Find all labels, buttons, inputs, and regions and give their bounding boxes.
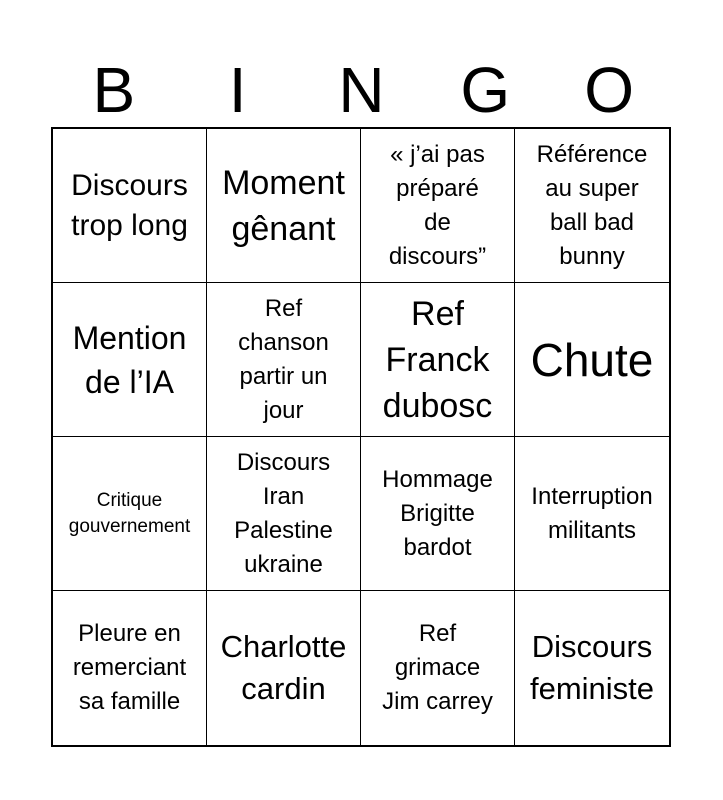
bingo-cell[interactable] xyxy=(361,591,515,745)
bingo-grid xyxy=(51,127,671,747)
header-letter-o: O xyxy=(584,54,634,126)
cell-label: Discours trop long xyxy=(71,168,188,242)
cell-label: Critique gouvernement xyxy=(68,489,191,537)
header-letter-i: I xyxy=(228,54,247,126)
bingo-cell[interactable] xyxy=(207,129,361,283)
bingo-cell[interactable] xyxy=(53,437,207,591)
bingo-cell[interactable] xyxy=(207,437,361,591)
cell-label: Ref Franck dubosc xyxy=(382,294,493,425)
bingo-cell[interactable] xyxy=(515,591,669,745)
bingo-cell[interactable] xyxy=(53,591,207,745)
cell-label: Ref chanson partir un jour xyxy=(238,294,329,424)
cell-label: Ref grimace Jim carrey xyxy=(382,620,493,715)
bingo-cell[interactable] xyxy=(515,437,669,591)
bingo-cell[interactable] xyxy=(207,283,361,437)
bingo-cell[interactable] xyxy=(361,437,515,591)
bingo-header xyxy=(52,52,671,128)
cell-label: Pleure en remerciant sa famille xyxy=(72,620,187,715)
bingo-cell[interactable] xyxy=(53,129,207,283)
cell-label: Charlotte cardin xyxy=(220,629,347,706)
header-letter-b: B xyxy=(92,54,136,126)
bingo-cell[interactable] xyxy=(515,283,669,437)
cell-label: « j’ai pas préparé de discours” xyxy=(388,140,487,270)
header-letter-n: N xyxy=(338,54,385,126)
bingo-cell[interactable] xyxy=(361,283,515,437)
cell-label: Discours feministe xyxy=(529,629,655,706)
bingo-cell[interactable] xyxy=(515,129,669,283)
bingo-cell[interactable] xyxy=(207,591,361,745)
cell-label: Mention de l’IA xyxy=(72,319,187,400)
cell-label: Discours Iran Palestine ukraine xyxy=(234,448,333,578)
header-letter-g: G xyxy=(460,54,511,126)
cell-label: Référence au super ball bad bunny xyxy=(536,140,648,270)
cell-label: Moment gênant xyxy=(222,163,345,248)
cell-label: Hommage Brigitte bardot xyxy=(382,465,493,561)
bingo-cell[interactable] xyxy=(53,283,207,437)
bingo-cell[interactable] xyxy=(361,129,515,283)
cell-label: Interruption militants xyxy=(531,482,653,544)
cell-label: Chute xyxy=(530,333,654,386)
